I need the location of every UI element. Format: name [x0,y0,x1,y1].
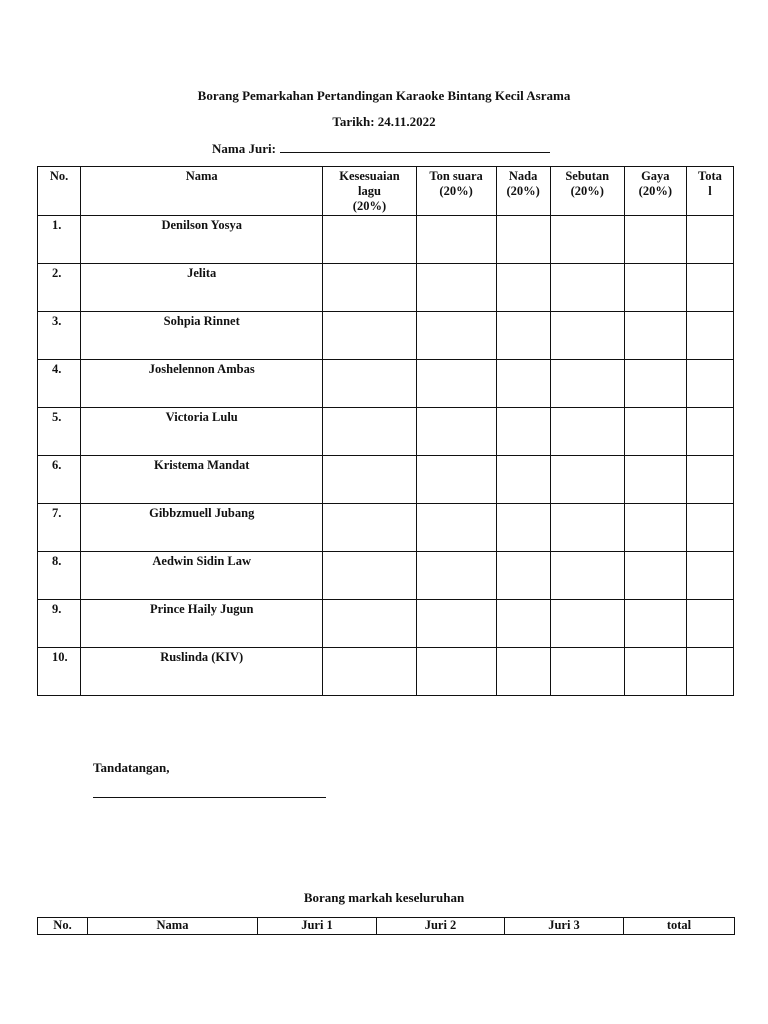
score-cell[interactable] [624,504,686,552]
row-no: 9. [38,600,81,648]
total-cell[interactable] [686,648,733,696]
row-nama: Prince Haily Jugun [81,600,323,648]
score-cell[interactable] [496,456,550,504]
score-cell[interactable] [624,552,686,600]
summary-header-total: total [624,918,735,935]
row-no: 1. [38,216,81,264]
score-cell[interactable] [550,408,624,456]
table-row [38,264,734,312]
header-total [686,167,733,216]
total-cell[interactable] [686,552,733,600]
score-cell[interactable] [416,312,496,360]
summary-header-juri-2: Juri 2 [377,918,505,935]
header-nada-l1: Nada [508,169,538,183]
table-row [38,360,734,408]
row-no: 2. [38,264,81,312]
row-nama: Denilson Yosya [81,216,323,264]
score-cell[interactable] [550,648,624,696]
score-cell[interactable] [323,504,416,552]
row-nama: Joshelennon Ambas [81,360,323,408]
table-row [38,504,734,552]
score-cell[interactable] [416,504,496,552]
form-title: Borang Pemarkahan Pertandingan Karaoke Bintang Kecil Asrama [197,88,571,103]
row-no: 5. [38,408,81,456]
total-cell[interactable] [686,456,733,504]
score-cell[interactable] [323,312,416,360]
row-nama: Victoria Lulu [81,408,323,456]
row-no: 6. [38,456,81,504]
score-cell[interactable] [550,552,624,600]
score-cell[interactable] [416,456,496,504]
score-cell[interactable] [496,264,550,312]
table-row [38,648,734,696]
header-gaya-l1: Gaya [641,169,670,183]
row-nama: Gibbzmuell Jubang [81,504,323,552]
table-row [38,216,734,264]
header-total-l2: l [708,184,712,198]
score-cell[interactable] [323,456,416,504]
total-cell[interactable] [686,600,733,648]
header-sebutan-l1: Sebutan [565,169,610,183]
header-nama: Nama [81,167,323,216]
score-cell[interactable] [496,408,550,456]
score-cell[interactable] [550,216,624,264]
score-cell[interactable] [550,360,624,408]
row-nama: Jelita [81,264,323,312]
score-cell[interactable] [416,216,496,264]
summary-table [37,917,735,935]
summary-header-juri-1: Juri 1 [258,918,377,935]
header-kesesuaian-l1: Kesesuaian [339,169,400,183]
score-cell[interactable] [323,360,416,408]
score-cell[interactable] [416,360,496,408]
score-cell[interactable] [323,408,416,456]
score-cell[interactable] [550,312,624,360]
score-cell[interactable] [624,600,686,648]
score-cell[interactable] [624,360,686,408]
date-line: Tarikh: 24.11.2022 [332,114,436,129]
header-kesesuaian-l2: lagu [357,184,381,198]
row-no: 8. [38,552,81,600]
header-kesesuaian-l3: (20%) [352,199,387,213]
header-gaya-l2: (20%) [638,184,672,198]
score-cell[interactable] [323,648,416,696]
header-sebutan [550,167,624,216]
score-table-header [38,167,734,216]
score-cell[interactable] [416,552,496,600]
header-nada [496,167,550,216]
signature-label: Tandatangan, [93,760,170,775]
score-cell[interactable] [496,216,550,264]
score-cell[interactable] [416,600,496,648]
score-cell[interactable] [323,600,416,648]
row-nama: Aedwin Sidin Law [81,552,323,600]
score-cell[interactable] [496,360,550,408]
row-no: 4. [38,360,81,408]
table-row [38,408,734,456]
row-no: 10. [38,648,81,696]
summary-title: Borang markah keseluruhan [303,890,465,905]
total-cell[interactable] [686,360,733,408]
total-cell[interactable] [686,504,733,552]
signature-line [93,797,326,798]
header-gaya [624,167,686,216]
judge-name-blank [280,140,550,153]
table-row [38,600,734,648]
total-cell[interactable] [686,264,733,312]
score-cell[interactable] [323,216,416,264]
score-cell[interactable] [624,264,686,312]
score-cell[interactable] [550,264,624,312]
score-cell[interactable] [323,552,416,600]
header-ton-suara [416,167,496,216]
score-cell[interactable] [624,456,686,504]
score-cell[interactable] [416,264,496,312]
total-cell[interactable] [686,216,733,264]
judge-name-label: Nama Juri: [212,141,276,156]
header-kesesuaian [323,167,416,216]
score-cell[interactable] [416,408,496,456]
header-ton-l2: (20%) [439,184,473,198]
row-nama: Ruslinda (KIV) [81,648,323,696]
score-cell[interactable] [416,648,496,696]
judge-name-line [212,140,550,157]
score-table [37,166,734,696]
score-cell[interactable] [550,504,624,552]
score-cell[interactable] [624,408,686,456]
total-cell[interactable] [686,408,733,456]
score-cell[interactable] [550,600,624,648]
header-no: No. [38,167,81,216]
table-row [38,312,734,360]
score-cell[interactable] [624,648,686,696]
row-no: 7. [38,504,81,552]
table-row [38,552,734,600]
summary-header-nama: Nama [88,918,258,935]
table-row [38,456,734,504]
score-cell[interactable] [496,648,550,696]
score-cell[interactable] [496,600,550,648]
score-cell[interactable] [323,264,416,312]
row-nama: Kristema Mandat [81,456,323,504]
score-cell[interactable] [624,216,686,264]
header-sebutan-l2: (20%) [570,184,604,198]
header-ton-l1: Ton suara [429,169,483,183]
summary-header-no: No. [38,918,88,935]
score-cell[interactable] [550,456,624,504]
score-cell[interactable] [496,312,550,360]
total-cell[interactable] [686,312,733,360]
score-cell[interactable] [496,504,550,552]
row-nama: Sohpia Rinnet [81,312,323,360]
summary-table-header [38,918,735,935]
score-cell[interactable] [496,552,550,600]
score-cell[interactable] [624,312,686,360]
summary-header-juri-3: Juri 3 [505,918,624,935]
header-nada-l2: (20%) [506,184,540,198]
row-no: 3. [38,312,81,360]
header-total-l1: Tota [698,169,722,183]
